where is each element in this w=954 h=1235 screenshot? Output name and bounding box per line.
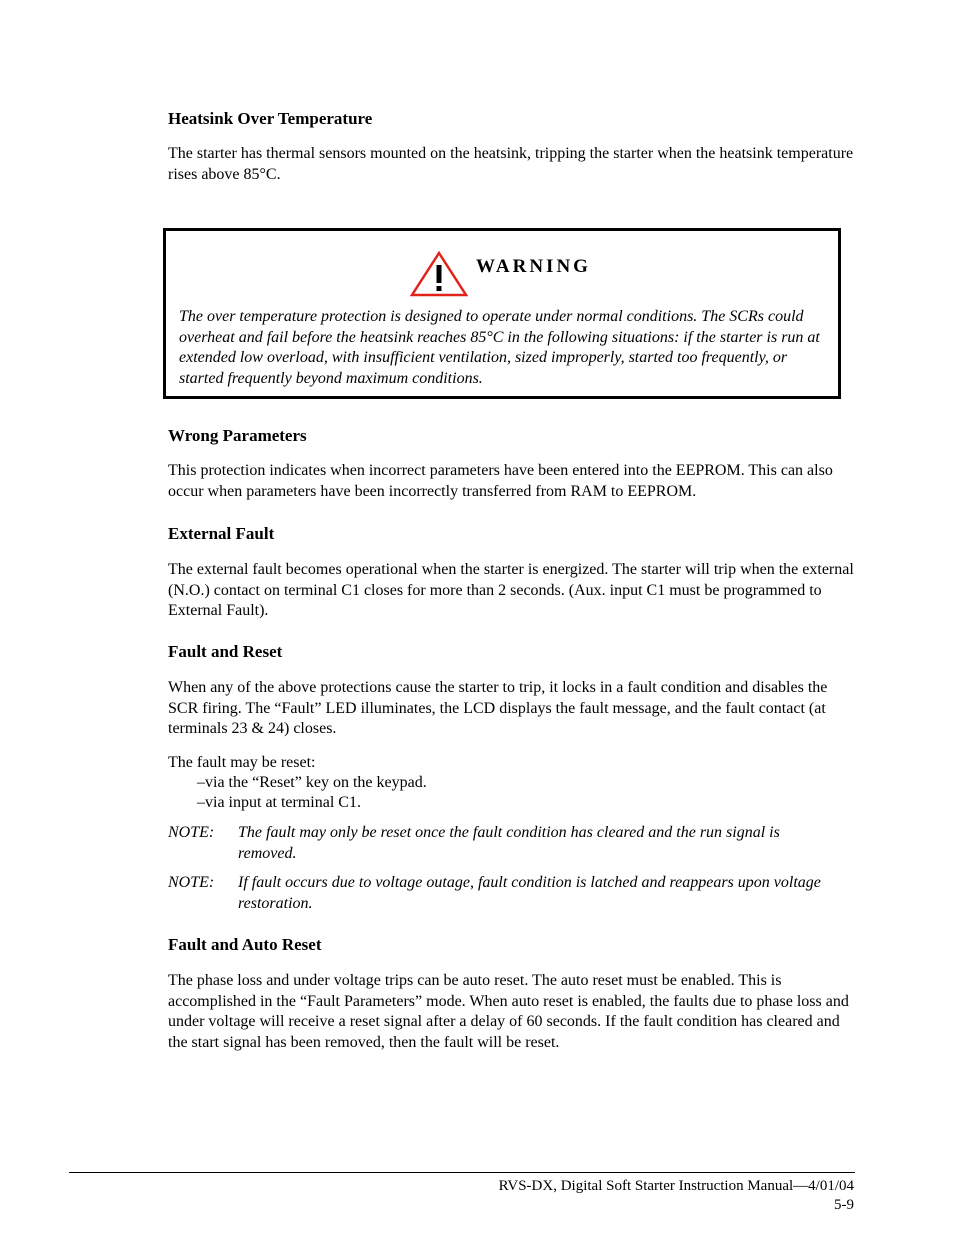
reset-intro: The fault may be reset: bbox=[168, 754, 316, 771]
reset-item: –via the “Reset” key on the keypad. bbox=[197, 774, 427, 791]
reset-item: –via input at terminal C1. bbox=[197, 794, 361, 811]
paragraph-heatsink: The starter has thermal sensors mounted on the heatsink, tripping the starter when the heatsink temperature rises above 85°C. bbox=[168, 145, 854, 183]
warning-text: The over temperature protection is designed to operate under normal conditions. The SCRs could overheat and fail before the heatsink reaches 85°C in the following situations: if the starter is run at extended low overload, with insufficient ventilation, sized improperly, started too frequently, or started frequently beyond maximum conditions. bbox=[179, 308, 820, 387]
note-label: NOTE: bbox=[168, 874, 215, 891]
heading-wrong-parameters: Wrong Parameters bbox=[168, 426, 307, 445]
note-text: If fault occurs due to voltage outage, fault condition is latched and reappears upon voltage restoration. bbox=[238, 874, 821, 912]
paragraph-fault-reset: When any of the above protections cause the starter to trip, it locks in a fault condition and disables the SCR firing. The “Fault” LED illuminates, the LCD displays the fault message, and the fault contact (at terminals 23 & 24) closes. bbox=[168, 679, 828, 737]
warning-title: WARNING bbox=[476, 256, 591, 277]
warning-triangle-icon bbox=[410, 251, 468, 297]
paragraph-wrong-parameters: This protection indicates when incorrect parameters have been entered into the EEPROM. This can also occur when parameters have been incorrectly transferred from RAM to EEPROM. bbox=[168, 462, 833, 500]
note-label: NOTE: bbox=[168, 824, 215, 841]
paragraph-auto-reset: The phase loss and under voltage trips can be auto reset. The auto reset must be enabled. This is accomplished in the “Fault Parameters” mode. When auto reset is enabled, the faults due to phase loss and under voltage will receive a reset signal after a delay of 60 seconds. If the fault condition has cleared and the start signal has been removed, then the fault will be reset. bbox=[168, 972, 849, 1051]
heading-external-fault: External Fault bbox=[168, 524, 275, 543]
note-text: The fault may only be reset once the fault condition has cleared and the run signal is removed. bbox=[238, 824, 780, 862]
heading-auto-reset: Fault and Auto Reset bbox=[168, 935, 322, 954]
footer-manual-title: RVS-DX, Digital Soft Starter Instruction Manual—4/01/04 bbox=[498, 1178, 854, 1194]
paragraph-external-fault: The external fault becomes operational when the starter is energized. The starter will trip when the external (N.O.) contact on terminal C1 closes for more than 2 seconds. (Aux. input C1 must be programmed to External Fault). bbox=[168, 561, 854, 619]
footer-page-number: 5-9 bbox=[834, 1197, 854, 1213]
heading-fault-reset: Fault and Reset bbox=[168, 642, 283, 661]
footer-divider bbox=[69, 1172, 855, 1173]
warning-box bbox=[163, 228, 841, 399]
heading-heatsink: Heatsink Over Temperature bbox=[168, 109, 373, 128]
